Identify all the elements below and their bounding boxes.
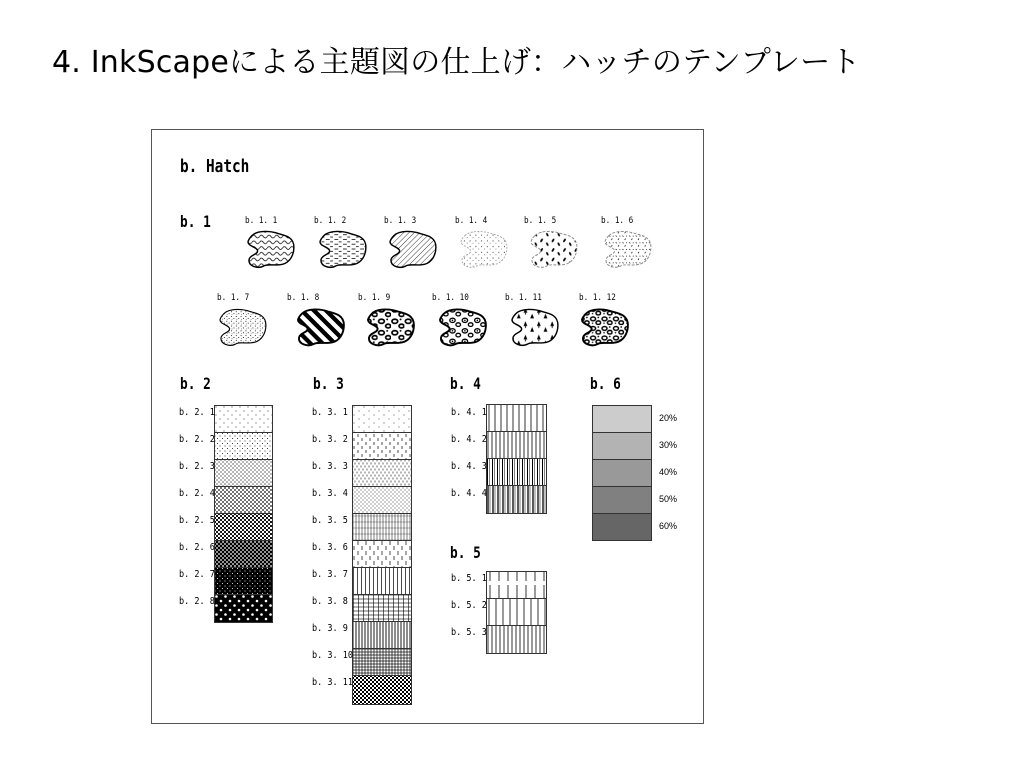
swatch-column-b2 xyxy=(214,405,274,625)
swatch-label: b. 4. 1 xyxy=(451,407,487,418)
swatch-label: b. 3. 7 xyxy=(312,569,348,580)
section-b4-heading: b. 4 xyxy=(450,374,481,393)
blob-label: b. 1. 5 xyxy=(524,216,557,226)
section-b6-heading: b. 6 xyxy=(590,374,621,393)
hatch-blob-b1-9 xyxy=(364,306,418,348)
swatch-b2-6 xyxy=(215,541,273,568)
swatch-column-b5 xyxy=(486,571,548,657)
swatch-b3-6 xyxy=(353,541,412,568)
swatch-b3-1 xyxy=(353,406,412,433)
swatch-label: b. 2. 2 xyxy=(179,434,215,445)
gray-percent-label: 50% xyxy=(659,494,678,504)
section-b5-heading: b. 5 xyxy=(450,543,481,562)
swatch-b3-10 xyxy=(353,649,412,676)
swatch-b3-4 xyxy=(353,487,412,514)
hatch-blob-b1-6 xyxy=(601,228,655,270)
swatch-b2-4 xyxy=(215,487,273,514)
swatch-b5-1 xyxy=(487,572,547,599)
swatch-b3-7 xyxy=(353,568,412,595)
swatch-label: b. 5. 2 xyxy=(451,600,487,611)
hatch-blob-b1-11 xyxy=(508,306,562,348)
blob-label: b. 1. 7 xyxy=(217,293,250,303)
hatch-blob-b1-1 xyxy=(244,228,298,270)
swatch-label: b. 2. 5 xyxy=(179,515,215,526)
swatch-stack-b4 xyxy=(486,404,548,516)
panel-title: b. Hatch xyxy=(180,156,250,177)
swatch-b5-2 xyxy=(487,599,547,626)
swatch-label: b. 3. 5 xyxy=(312,515,348,526)
blob-label: b. 1. 10 xyxy=(432,293,469,303)
gray-percent-label: 30% xyxy=(659,440,678,450)
gray-swatch-stack-b6 xyxy=(592,405,652,545)
swatch-label: b. 5. 1 xyxy=(451,573,487,584)
hatch-blob-b1-7 xyxy=(216,306,270,348)
slide-title: 4. InkScapeによる主題図の仕上げ：ハッチのテンプレート xyxy=(52,45,861,80)
hatch-blob-b1-5 xyxy=(527,228,581,270)
blob-label: b. 1. 11 xyxy=(505,293,542,303)
swatch-label: b. 2. 3 xyxy=(179,461,215,472)
gray-swatch-b6-2 xyxy=(592,432,652,460)
swatch-column-b3 xyxy=(352,405,413,707)
blob-label: b. 1. 3 xyxy=(384,216,417,226)
swatch-label: b. 4. 3 xyxy=(451,461,487,472)
hatch-blob-b1-4 xyxy=(457,228,511,270)
swatch-b3-5 xyxy=(353,514,412,541)
swatch-stack-b2 xyxy=(214,405,274,625)
swatch-label: b. 4. 4 xyxy=(451,488,487,499)
swatch-label: b. 2. 7 xyxy=(179,569,215,580)
blob-label: b. 1. 6 xyxy=(601,216,634,226)
blob-label: b. 1. 8 xyxy=(287,293,320,303)
swatch-label: b. 2. 8 xyxy=(179,596,215,607)
swatch-b2-1 xyxy=(215,406,273,433)
blob-label: b. 1. 4 xyxy=(455,216,488,226)
swatch-label: b. 4. 2 xyxy=(451,434,487,445)
hatch-blob-b1-3 xyxy=(386,228,440,270)
hatch-template-panel xyxy=(151,129,704,724)
gray-swatch-b6-3 xyxy=(592,459,652,487)
swatch-b4-1 xyxy=(487,405,547,432)
blob-label: b. 1. 2 xyxy=(314,216,347,226)
swatch-b4-4 xyxy=(487,486,547,514)
swatch-label: b. 3. 2 xyxy=(312,434,348,445)
blob-label: b. 1. 12 xyxy=(579,293,616,303)
swatch-stack-b5 xyxy=(486,571,548,657)
swatch-label: b. 3. 6 xyxy=(312,542,348,553)
swatch-label: b. 2. 1 xyxy=(179,407,215,418)
swatch-b2-3 xyxy=(215,460,273,487)
swatch-label: b. 5. 3 xyxy=(451,627,487,638)
swatch-label: b. 2. 4 xyxy=(179,488,215,499)
blob-label: b. 1. 9 xyxy=(358,293,391,303)
gray-swatch-b6-5 xyxy=(592,513,652,541)
hatch-blob-b1-10 xyxy=(436,306,490,348)
section-b3-heading: b. 3 xyxy=(313,374,344,393)
swatch-label: b. 3. 3 xyxy=(312,461,348,472)
swatch-b3-9 xyxy=(353,622,412,649)
swatch-label: b. 2. 6 xyxy=(179,542,215,553)
gray-percent-label: 60% xyxy=(659,521,678,531)
swatch-column-b4 xyxy=(486,404,548,516)
gray-percent-label: 40% xyxy=(659,467,678,477)
swatch-b4-3 xyxy=(487,459,547,486)
swatch-b5-3 xyxy=(487,626,547,654)
blob-label: b. 1. 1 xyxy=(245,216,278,226)
swatch-label: b. 3. 4 xyxy=(312,488,348,499)
swatch-label: b. 3. 8 xyxy=(312,596,348,607)
hatch-blob-b1-2 xyxy=(316,228,370,270)
gray-swatch-b6-1 xyxy=(592,405,652,433)
swatch-b4-2 xyxy=(487,432,547,459)
swatch-b3-3 xyxy=(353,460,412,487)
swatch-b2-2 xyxy=(215,433,273,460)
swatch-label: b. 3. 1 xyxy=(312,407,348,418)
hatch-blob-b1-8 xyxy=(294,306,348,348)
swatch-b2-5 xyxy=(215,514,273,541)
gray-swatch-b6-4 xyxy=(592,486,652,514)
swatch-label: b. 3. 10 xyxy=(312,650,353,661)
hatch-blob-b1-12 xyxy=(578,306,632,348)
swatch-stack-b3 xyxy=(352,405,413,707)
section-b2-heading: b. 2 xyxy=(180,374,211,393)
swatch-b3-2 xyxy=(353,433,412,460)
swatch-b3-11 xyxy=(353,676,412,705)
section-b1-heading: b. 1 xyxy=(180,212,211,231)
swatch-b3-8 xyxy=(353,595,412,622)
swatch-label: b. 3. 11 xyxy=(312,677,353,688)
swatch-b2-8 xyxy=(215,595,273,623)
swatch-label: b. 3. 9 xyxy=(312,623,348,634)
gray-percent-label: 20% xyxy=(659,413,678,423)
swatch-b2-7 xyxy=(215,568,273,595)
